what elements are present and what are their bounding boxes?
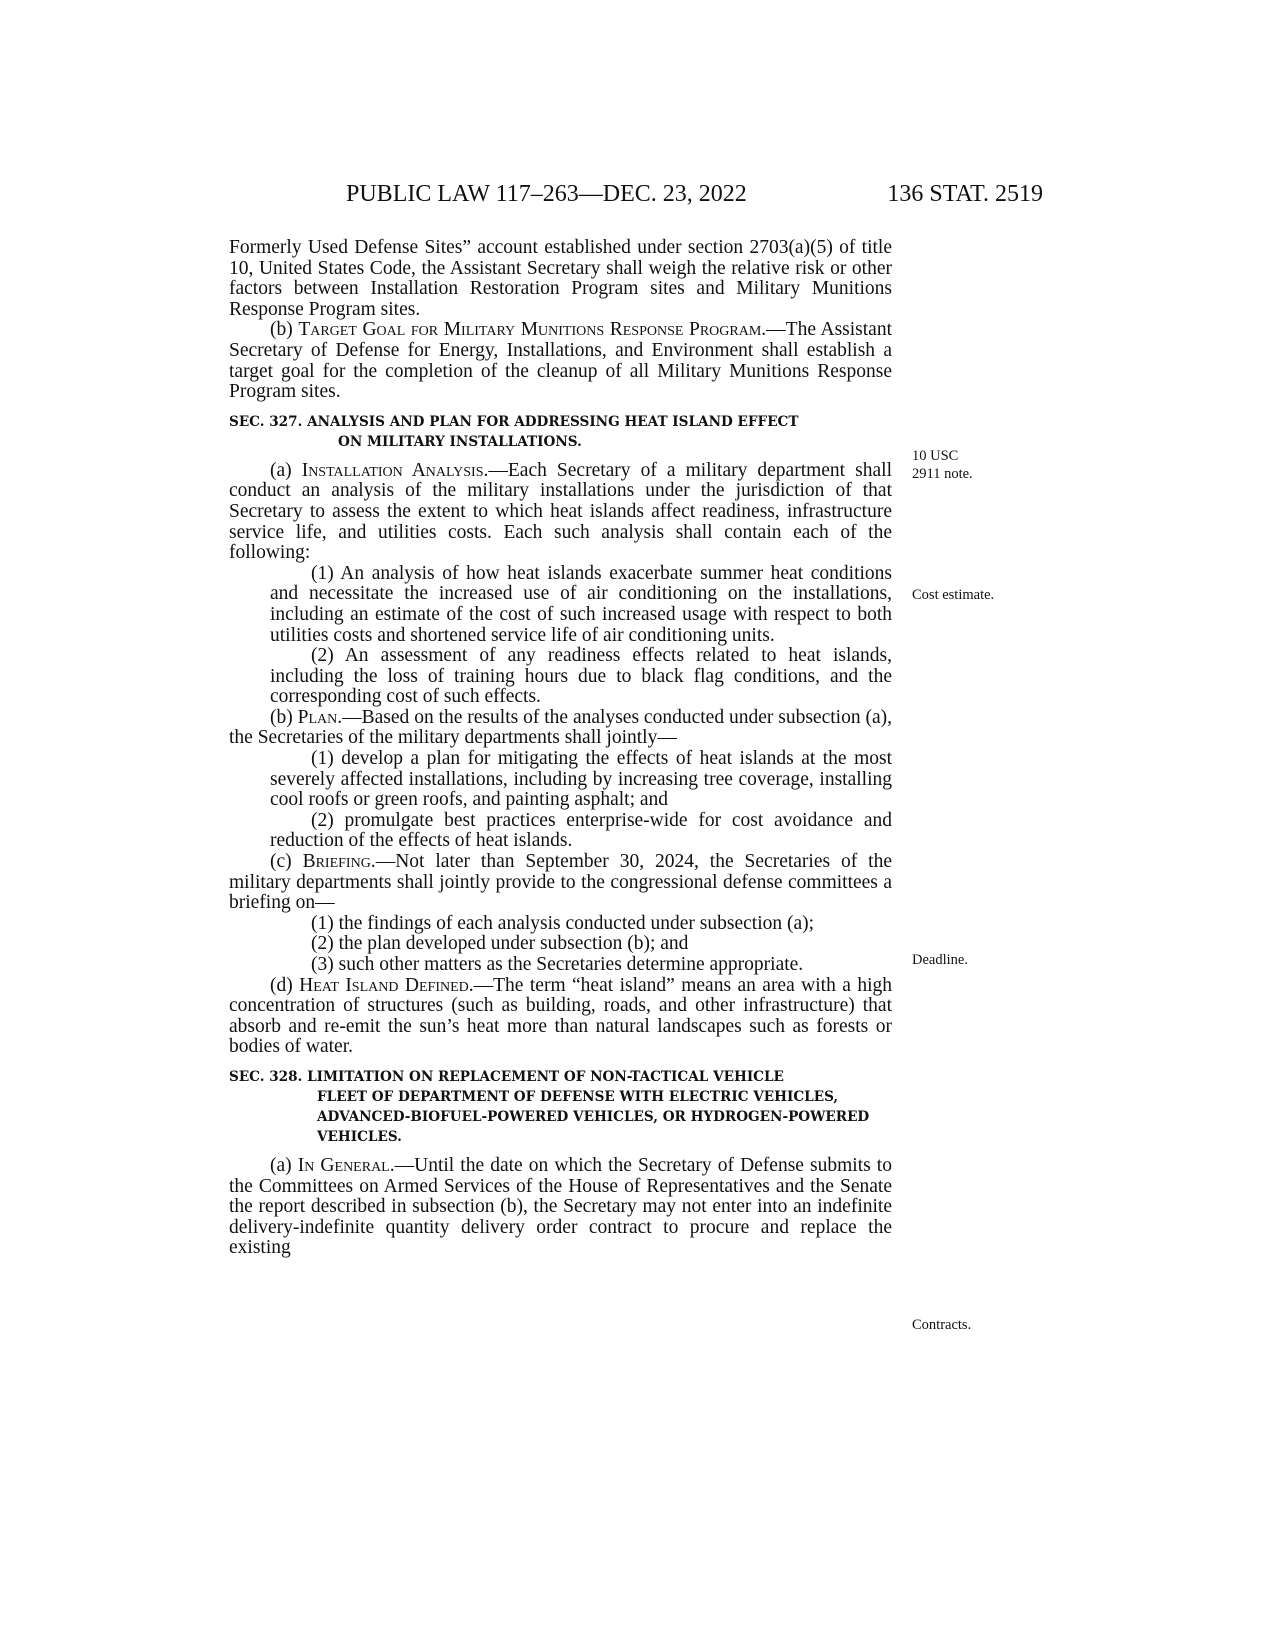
- paragraph-label: (a): [270, 459, 302, 481]
- item-327c-3: (3) such other matters as the Secretaries determine appropriate.: [311, 954, 804, 975]
- subsection-327d: [229, 976, 892, 1058]
- paragraph-heading: Target Goal for Military Munitions Response Program.: [298, 319, 767, 341]
- subsection-327c: [229, 852, 892, 914]
- item-327c-1: (1) the findings of each analysis conducted under subsection (a);: [311, 912, 815, 934]
- paragraph-text: —Until the date on which the Secretary of Defense submits to the Committees on Armed Services of the House of Representatives and the Senate the report described in subsection (b), the Secretary may not enter into an indefinite delivery-indefinite quantity delivery order contract to procure and replace the existing: [229, 1154, 892, 1259]
- paragraph-heading: In General.: [297, 1154, 395, 1176]
- paragraph-label: (d): [270, 974, 300, 996]
- document-body: [229, 238, 892, 1259]
- running-header: [0, 181, 1275, 217]
- subsection-327a: [229, 461, 892, 564]
- item-327a-1: (1) An analysis of how heat islands exacerbate summer heat conditions and necessitate the increased use of air conditioning on the installations, including an estimate of the cost of such increased usage with respect to both utilities costs and shortened service life of air conditioning units.: [270, 562, 892, 646]
- header-title: PUBLIC LAW 117–263—DEC. 23, 2022: [346, 181, 747, 207]
- section-heading-line: FLEET OF DEPARTMENT OF DEFENSE WITH ELECTRIC VEHICLES, ADVANCED-BIOFUEL-POWERED VEHICLES, OR HYDROGEN-POWERED VEHICLES.: [317, 1088, 870, 1145]
- paragraph-text: —The term “heat island” means an area with a high concentration of structures (such as building, roads, and other infrastructure) that absorb and re-emit the sun’s heat more than natural landscapes such as forests or bodies of water.: [229, 974, 892, 1058]
- item-327a-2: (2) An assessment of any readiness effects related to heat islands, including the loss of training hours due to black flag conditions, and the corresponding cost of such effects.: [270, 645, 892, 708]
- section-327-heading: [229, 412, 892, 452]
- paragraph-text: —The Assistant Secretary of Defense for Energy, Installations, and Environment shall establish a target goal for the completion of the cleanup of all Military Munitions Response Program sites.: [229, 319, 892, 403]
- paragraph-heading: Heat Island Defined.: [299, 974, 474, 996]
- paragraph-text: —Each Secretary of a military department shall conduct an analysis of the military installations under the jurisdiction of that Secretary to assess the extent to which heat islands affect readiness, infrastructure service life, and utilities costs. Each such analysis shall contain each of the following:: [229, 459, 892, 564]
- paragraph-heading: Plan.: [297, 706, 343, 728]
- paragraph-label: (b): [270, 706, 298, 728]
- section-heading-line: SEC. 327. ANALYSIS AND PLAN FOR ADDRESSING HEAT ISLAND EFFECT: [229, 413, 799, 430]
- section-328-heading: [229, 1067, 892, 1147]
- paragraph-text: —Not later than September 30, 2024, the Secretaries of the military departments shall jointly provide to the congressional defense committees a briefing on—: [229, 851, 892, 914]
- margin-note-cost-estimate: Cost estimate.: [912, 587, 995, 603]
- paragraph-label: (a): [270, 1154, 298, 1176]
- paragraph-b-target-goal: [229, 320, 892, 402]
- paragraph-label: (c): [270, 851, 303, 873]
- section-heading-line: ON MILITARY INSTALLATIONS.: [338, 433, 582, 450]
- paragraph-label: (b): [270, 319, 299, 341]
- paragraph-heading: Briefing.: [302, 851, 376, 873]
- subsection-327b: [229, 708, 892, 749]
- item-327c-2: (2) the plan developed under subsection (b); and: [311, 933, 689, 955]
- paragraph-text: —Based on the results of the analyses conducted under subsection (a), the Secretaries of the military departments shall jointly—: [229, 706, 892, 749]
- paragraph-heading: Installation Analysis.: [301, 459, 489, 481]
- section-heading-line: SEC. 328. LIMITATION ON REPLACEMENT OF NON-TACTICAL VEHICLE: [229, 1068, 784, 1085]
- item-327b-2: (2) promulgate best practices enterprise-wide for cost avoidance and reduction of the effects of heat islands.: [270, 809, 892, 852]
- item-327b-1: (1) develop a plan for mitigating the effects of heat islands at the most severely affected installations, including by increasing tree coverage, installing cool roofs or green roofs, and painting asphalt; and: [270, 748, 892, 811]
- header-page-number: 136 STAT. 2519: [887, 181, 1043, 207]
- margin-note-deadline: Deadline.: [912, 952, 968, 968]
- subsection-328a: [229, 1156, 892, 1259]
- margin-note-usc: 10 USC 2911 note.: [912, 448, 973, 482]
- paragraph-continued: Formerly Used Defense Sites” account established under section 2703(a)(5) of title 10, United States Code, the Assistant Secretary shall weigh the relative risk or other factors between Installation Restoration Program sites and Military Munitions Response Program sites.: [229, 237, 892, 320]
- margin-note-contracts: Contracts.: [912, 1317, 972, 1333]
